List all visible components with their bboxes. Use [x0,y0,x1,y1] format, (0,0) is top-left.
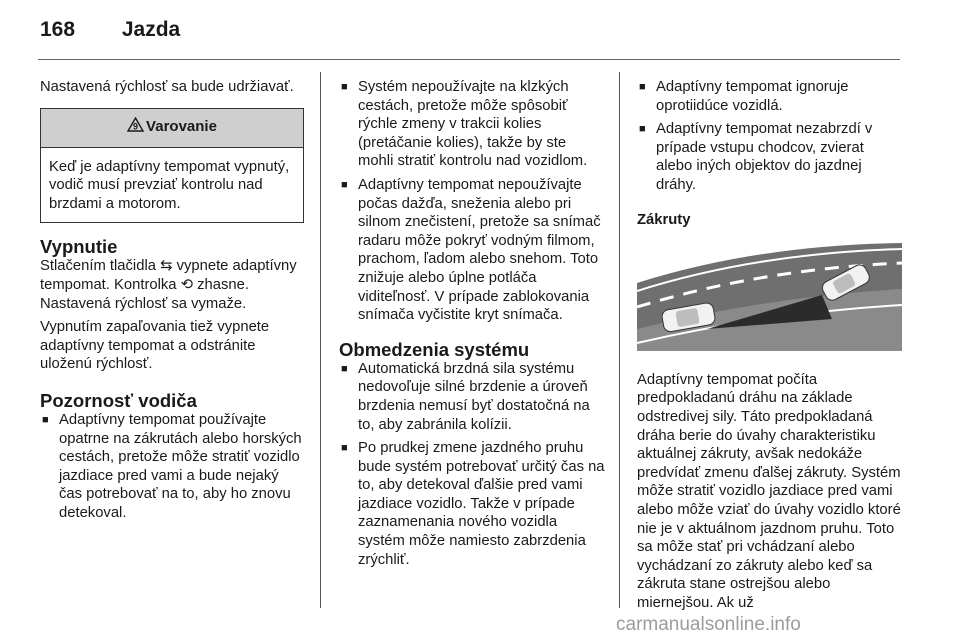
watermark: carmanualsonline.info [616,614,801,635]
warning-body: Keď je adaptívny tempomat vypnutý, vodič musí prevziať kontrolu nad brzdami a motorom. [49,158,290,212]
heading-obmedzenia: Obmedzenia systému [339,338,530,360]
vypnutie-paragraph-2: Vypnutím zapaľovania tiež vypnete adaptívny tempomat a odstránite uloženú rýchlosť. [40,319,270,373]
zakruty-paragraph: Adaptívny tempomat počíta predpokladanú dráhu na základe odstredivej sily. Táto predpokladaná dráha berie do úvahy charakteristiku aktuálnej zákruty, avšak nedokáže predvídať zmenu ďalšej zákruty. Systém môže stratiť vozidlo jazdiace pred vami alebo môže vziať do úvahy vozidlo ktoré nie je v aktuálnom jazdnom pruhu. Toto sa môže stať pri vchádzaní alebo vychádzaní zo zákruty alebo keď sa zákruta stane ostrejšou alebo miernejšou. Ak už [637,371,901,611]
list-item: ■ Systém nepoužívajte na klzkých cestách, pretože môže spôsobiť rýchle zmeny v trakcii kolies (pretáčanie kolies), takže by ste mohli stratiť kontrolu nad vozidlom. [339,78,605,171]
list-item: ■ Adaptívny tempomat nepoužívajte počas dažďa, sneženia alebo pri silnom znečistení, pretože sa snímač radaru môže pokryť vodným filmom, prachom, ľadom alebo snehom. Toto znižuje alebo úplne potláča viditeľnosť. V prípade zablokovania snímača vyčistite kryt snímača. [339,176,605,325]
page-header [40,18,180,42]
column-3 [637,78,902,617]
ignore-list [637,78,902,195]
header-rule [38,59,900,60]
warning-title: Varovanie [146,118,217,136]
heading-zakruty: Zákruty [637,211,691,228]
svg-text:9: 9 [133,121,139,132]
list-item: ■ Adaptívny tempomat používajte opatrne na zákrutách alebo horských cestách, pretože môže stratiť vozidlo jazdiace pred vami a bude nejaký čas potrebovať na to, aby ho znovu detekoval. [40,411,304,523]
column-2 [339,78,605,575]
heading-vypnutie: Vypnutie [40,236,118,258]
list-item: ■ Po prudkej zmene jazdného pruhu bude systém potrebovať určitý čas na to, aby detekoval ďalšie pred vami jazdiace vozidlo. Takže v prípade zaznamenania nového vozidla systém môže namiesto zabrzdenia zrýchliť. [339,439,605,569]
warning-box [40,108,304,224]
obmedzenia-list [339,360,605,570]
curve-illustration [637,243,902,351]
list-item: ■ Adaptívny tempomat ignoruje oprotiidúce vozidlá. [637,78,902,115]
column-divider-2 [619,72,620,608]
page-number: 168 [40,18,76,41]
column-1 [40,78,304,529]
pozornost-list [40,411,304,523]
section-title: Jazda [121,18,181,41]
intro-paragraph: Nastavená rýchlosť sa bude udržiavať. [40,79,294,95]
column-divider-1 [320,72,321,608]
list-item: ■ Adaptívny tempomat nezabrzdí v prípade vstupu chodcov, zvierat alebo iných objektov do jazdnej dráhy. [637,120,902,194]
list-item: ■ Automatická brzdná sila systému nedovoľuje silné brzdenie a úroveň brzdenia nemusí byť dostatočná na to, aby zabránila kolízii. [339,360,605,434]
heading-pozornost: Pozornosť vodiča [40,389,197,411]
warning-title-bar [41,109,303,148]
vypnutie-paragraph-1: Stlačením tlačidla ⇆ vypnete adaptívny tempomat. Kontrolka ⟲ zhasne. Nastavená rýchlosť sa vymaže. [40,258,297,312]
warning-triangle-icon [127,117,144,138]
restrictions-list [339,78,605,325]
